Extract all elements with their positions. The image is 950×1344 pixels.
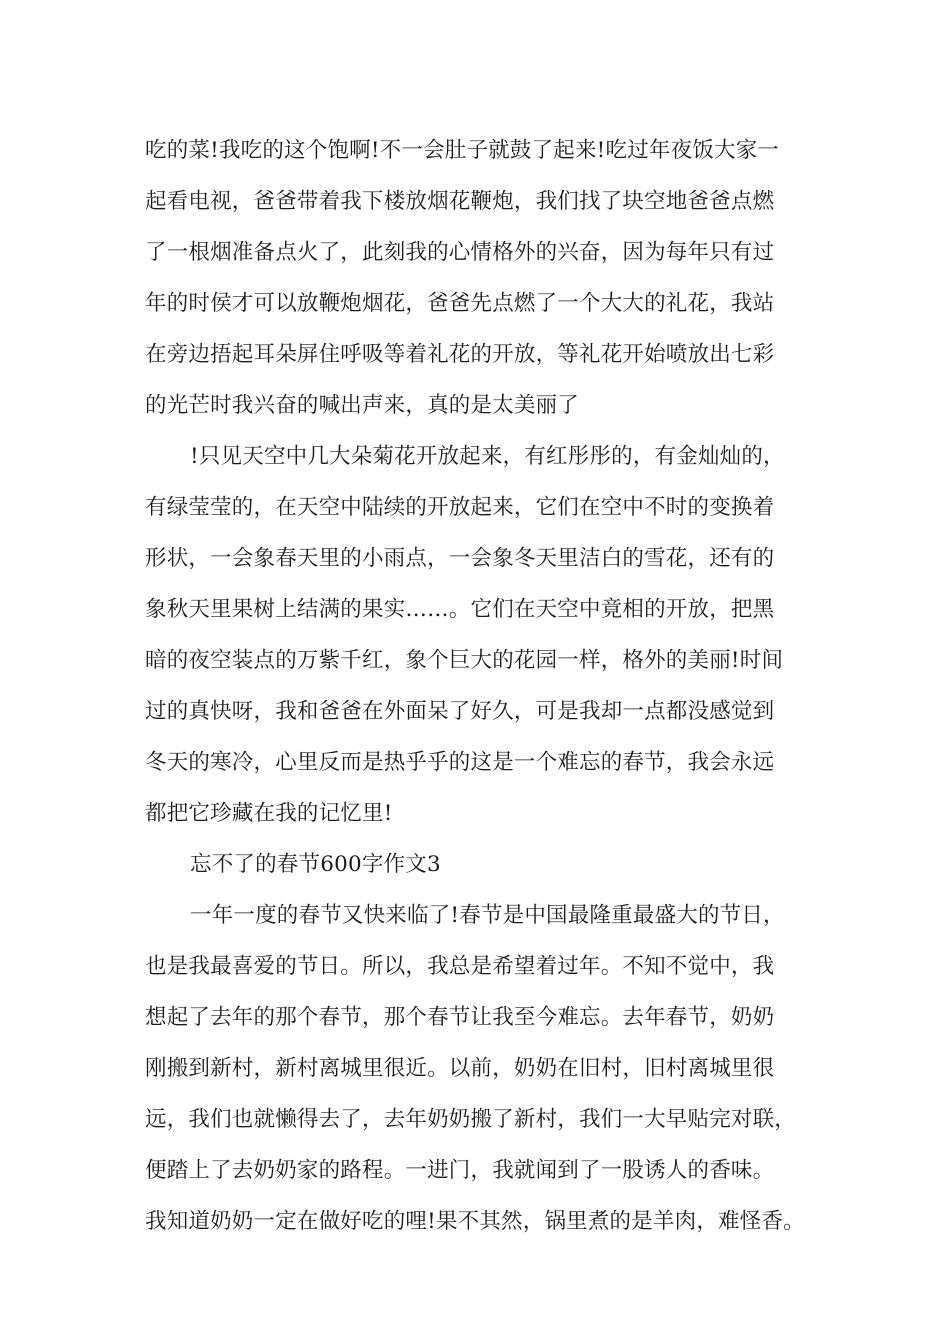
paragraph-line: 都把它珍藏在我的记忆里!: [145, 801, 393, 826]
paragraph-line: 了一根烟准备点火了，此刻我的心情格外的兴奋，因为每年只有过: [145, 240, 775, 265]
paragraph-line: 起看电视，爸爸带着我下楼放烟花鞭炮，我们找了块空地爸爸点燃: [145, 189, 775, 214]
paragraph-line: 有绿莹莹的，在天空中陆续的开放起来，它们在空中不时的变换着: [145, 495, 775, 520]
paragraph-line: 刚搬到新村，新村离城里很近。以前，奶奶在旧村，旧村离城里很: [145, 1056, 775, 1081]
paragraph-line: 也是我最喜爱的节日。所以，我总是希望着过年。不知不觉中，我: [145, 954, 775, 979]
paragraph-line: 年的时侯才可以放鞭炮烟花，爸爸先点燃了一个大大的礼花，我站: [145, 291, 775, 316]
paragraph-line: 的光芒时我兴奋的喊出声来，真的是太美丽了: [145, 393, 580, 418]
paragraph-line: !只见天空中几大朵菊花开放起来，有红彤彤的，有金灿灿的，: [190, 444, 785, 469]
paragraph-line: 在旁边捂起耳朵屏住呼吸等着礼花的开放，等礼花开始喷放出七彩: [145, 342, 775, 367]
paragraph-line: 暗的夜空装点的万紫千红，象个巨大的花园一样，格外的美丽!时间: [145, 648, 784, 673]
paragraph-line: 我知道奶奶一定在做好吃的哩!果不其然，锅里煮的是羊肉，难怪香。: [145, 1209, 805, 1234]
paragraph-line: 便踏上了去奶奶家的路程。一进门，我就闻到了一股诱人的香味。: [145, 1158, 775, 1183]
paragraph-line: 想起了去年的那个春节，那个春节让我至今难忘。去年春节，奶奶: [145, 1005, 775, 1030]
paragraph-line: 冬天的寒冷，心里反而是热乎乎的这是一个难忘的春节，我会永远: [145, 750, 775, 775]
paragraph-line: 一年一度的春节又快来临了!春节是中国最隆重最盛大的节日，: [190, 903, 785, 928]
section-heading: 忘不了的春节600字作文3: [190, 852, 441, 877]
paragraph-line: 过的真快呀，我和爸爸在外面呆了好久，可是我却一点都没感觉到: [145, 699, 775, 724]
paragraph-line: 象秋天里果树上结满的果实……。它们在天空中竟相的开放，把黑: [145, 597, 775, 622]
article-body: [145, 125, 825, 1247]
paragraph-line: 形状，一会象春天里的小雨点，一会象冬天里洁白的雪花，还有的: [145, 546, 775, 571]
paragraph-line: 远，我们也就懒得去了，去年奶奶搬了新村，我们一大早贴完对联，: [145, 1107, 797, 1132]
paragraph-line: 吃的菜!我吃的这个饱啊!不一会肚子就鼓了起来!吃过年夜饭大家一: [145, 138, 780, 163]
